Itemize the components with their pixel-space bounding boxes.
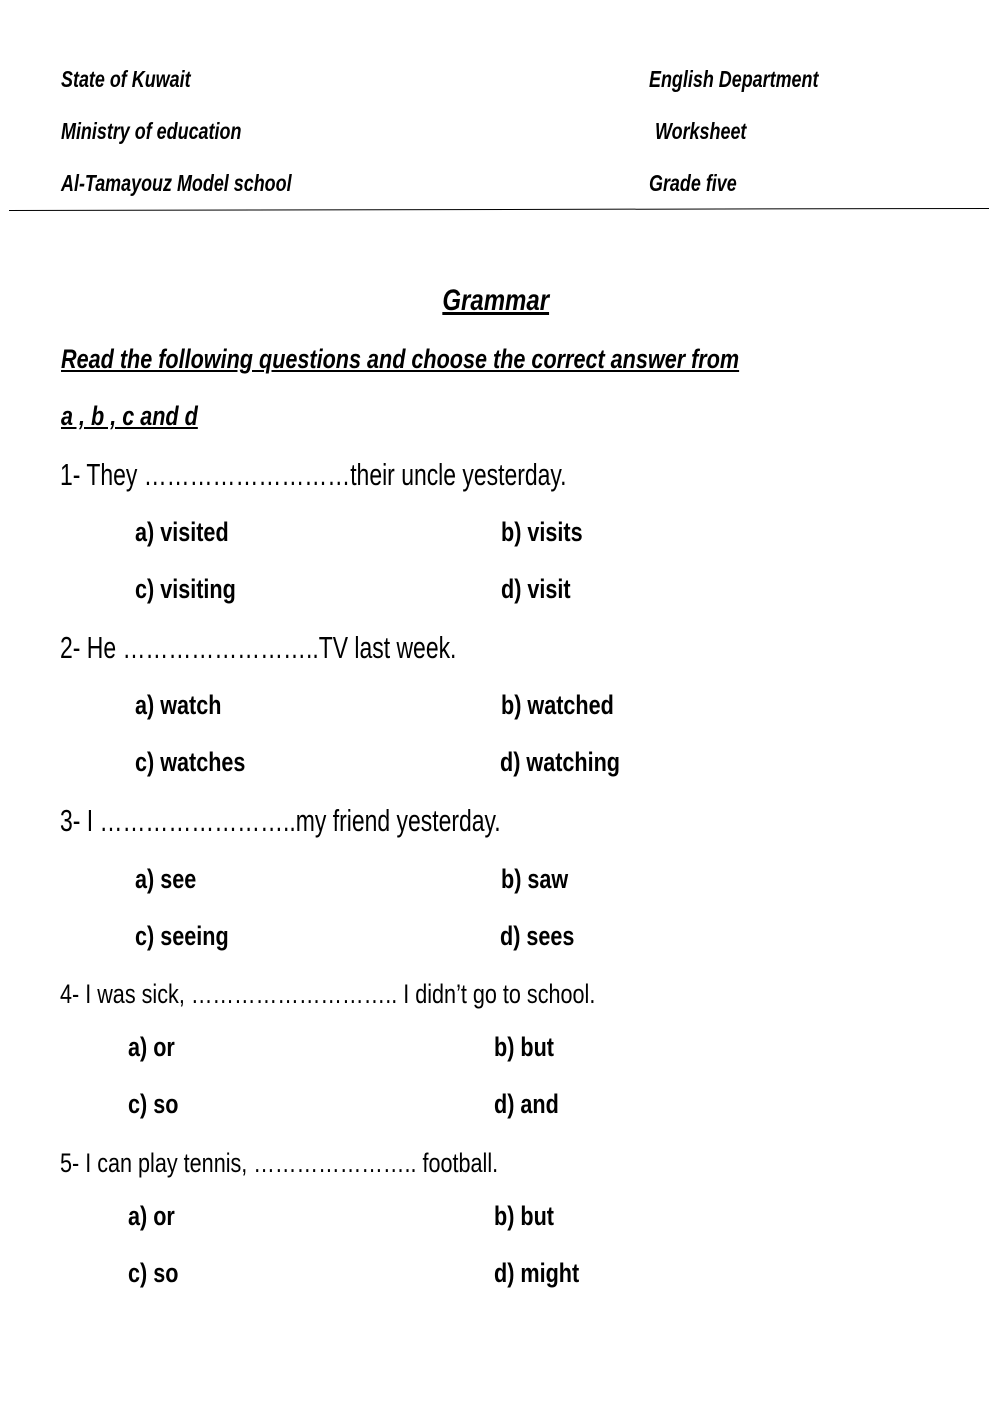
instructions-line-1: Read the following questions and choose the correct answer from (61, 344, 740, 374)
q1-option-d[interactable]: d) visit (501, 574, 571, 604)
header-ministry: Ministry of education (61, 118, 242, 144)
q4-option-d[interactable]: d) and (494, 1089, 559, 1119)
q1-option-b[interactable]: b) visits (501, 517, 583, 547)
q4-option-b[interactable]: b) but (494, 1032, 554, 1062)
q5-option-c[interactable]: c) so (128, 1258, 179, 1288)
question-2: 2- He ……………………..TV last week. (60, 630, 457, 665)
header-worksheet: Worksheet (655, 118, 747, 144)
section-title (0, 282, 992, 320)
question-4: 4- I was sick, ……………………….. I didn’t go to school. (60, 979, 596, 1009)
header-department: English Department (649, 66, 819, 92)
q2-option-d[interactable]: d) watching (500, 747, 620, 777)
q2-option-a[interactable]: a) watch (135, 690, 222, 720)
q5-option-a[interactable]: a) or (128, 1201, 175, 1231)
header-grade: Grade five (649, 170, 737, 196)
header-divider (9, 208, 989, 211)
q5-option-b[interactable]: b) but (494, 1201, 554, 1231)
q4-option-c[interactable]: c) so (128, 1089, 179, 1119)
question-1: 1- They ………………………their uncle yesterday. (60, 457, 567, 492)
q5-option-d[interactable]: d) might (494, 1258, 580, 1288)
question-3: 3- I ……………………..my friend yesterday. (60, 803, 501, 838)
header-state: State of Kuwait (61, 66, 191, 92)
q2-option-b[interactable]: b) watched (501, 690, 614, 720)
q3-option-b[interactable]: b) saw (501, 864, 569, 894)
q1-option-c[interactable]: c) visiting (135, 574, 236, 604)
q2-option-c[interactable]: c) watches (135, 747, 246, 777)
q3-option-d[interactable]: d) sees (500, 921, 575, 951)
q3-option-a[interactable]: a) see (135, 864, 197, 894)
q1-option-a[interactable]: a) visited (135, 517, 229, 547)
q3-option-c[interactable]: c) seeing (135, 921, 229, 951)
instructions-line-2: a , b , c and d (61, 401, 198, 431)
question-5: 5- I can play tennis, ………………….. football. (60, 1148, 499, 1178)
header-school: Al-Tamayouz Model school (61, 170, 292, 196)
q4-option-a[interactable]: a) or (128, 1032, 175, 1062)
section-title-text: Grammar (442, 284, 550, 317)
